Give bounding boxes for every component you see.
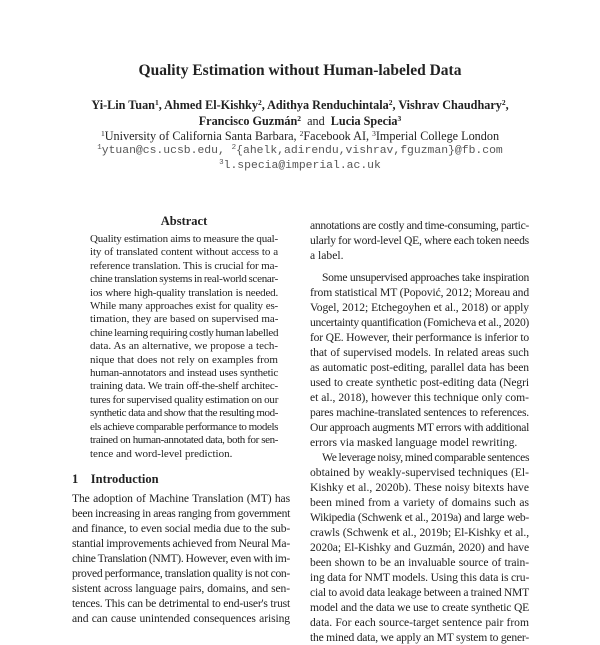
text-line: Quality estimation aims to measure the qual- [90, 233, 278, 245]
text-line: annotations are costly and time-consuming, partic- [310, 219, 529, 232]
left-column [72, 213, 290, 626]
text-line: We leverage noisy, mined comparable sentences [322, 451, 530, 464]
text-line: stantial improvements achieved from Neural Ma- [72, 536, 290, 550]
author: Yi-Lin Tuan$^1$ [91, 98, 159, 112]
text-line: uncertainty quantification (Fomicheva et al., 2020) [310, 316, 529, 329]
text-line: from statistical MT (Popović, 2012; Moreau and [310, 286, 530, 299]
author-list: Yi-Lin Tuan$^1$, Ahmed El-Kishky$^2$, Adithya Renduchintala$^2$, Vishrav Chaudhary$^2$, Francisco Guzmán$^2$ and Lucia Specia$^3$ [91, 98, 509, 128]
text-line: els achieve comparable performance to models [90, 420, 278, 433]
text-line: tence and word-level prediction. [90, 447, 233, 460]
text-line: Wikipedia (Schwenk et al., 2019a) and large web- [310, 511, 529, 524]
introduction-heading: 1 Introduction [72, 471, 159, 486]
text-line: data. As an alternative, we propose a tech- [90, 340, 278, 353]
text-line: cial to avoid data leakage between a trained NMT [310, 586, 529, 599]
text-line: errors via masked language model rewriting. [310, 436, 518, 449]
text-line: ity of translated content without access to a [90, 246, 278, 259]
text-line: and can cause unintended consequences arising [72, 611, 290, 625]
text-line: obtained by weakly-supervised techniques (El- [310, 466, 529, 479]
text-line: While many approaches exist for quality es- [90, 300, 278, 313]
author: Adithya Renduchintala$^2$ [267, 98, 393, 112]
abstract-section [90, 213, 278, 461]
text-line: 2020a; El-Kishky and Guzmán, 2020) and have [310, 541, 529, 554]
text-line: sistent across language pairs, domains, and sen- [72, 581, 290, 595]
text-line: Vogel, 2012; Etchegoyhen et al., 2018) or apply [310, 301, 529, 314]
text-line: proved performance, translation quality is not con- [72, 566, 290, 580]
text-line: Some unsupervised approaches take inspiration [322, 271, 529, 284]
author: Vishrav Chaudhary$^2$ [398, 98, 506, 112]
text-line: ios where high-quality translation is needed. [90, 286, 278, 299]
text-line: ularly for word-level QE, where each token needs [310, 234, 529, 247]
and-text: and [307, 114, 325, 128]
text-line: chine learning requiring costly human labelled [90, 326, 279, 339]
text-line: chine translation systems in real-world scenar- [90, 273, 278, 286]
paper-title: Quality Estimation without Human-labeled Data [138, 62, 462, 79]
affiliations: $^1$University of California Santa Barbara, $^2$Facebook AI, $^3$Imperial College London $^1$ytuan@cs.ucsb.edu, $^2${ahelk,adirendu,vishrav,fguzman}@fb.com $^3$l.specia@imperial.ac.uk [0, 129, 600, 174]
author: Francisco Guzmán$^2$ [198, 114, 301, 128]
author: Ahmed El-Kishky$^2$ [164, 98, 262, 112]
text-line: a label. [310, 249, 344, 262]
text-line: training data. We train off-the-shelf architec- [90, 380, 278, 393]
introduction-section [72, 471, 290, 626]
text-line: tences. This can be detrimental to end-user's trust [72, 596, 290, 610]
text-line: reference translation. This is crucial for ma- [90, 259, 278, 272]
text-line: Our approach augments MT errors with additional [310, 421, 529, 434]
right-column [310, 218, 529, 645]
affiliation: Facebook AI, [303, 129, 370, 143]
text-line: that of supervised models. In related areas such [310, 346, 529, 359]
email: {ahelk,adirendu,vishrav,fguzman}@fb.com [236, 145, 503, 157]
text-line: The adoption of Machine Translation (MT) has [72, 491, 290, 505]
abstract-heading: Abstract [160, 214, 208, 228]
email: l.specia@imperial.ac.uk [223, 160, 381, 172]
affiliation: University of California Santa Barbara, [104, 129, 297, 143]
email: ytuan@cs.ucsb.edu, [101, 145, 225, 157]
text-line: et al., 2018), however this technique only com- [310, 391, 529, 404]
text-line: and finance, to even social media due to the sub- [72, 521, 290, 535]
emails: $^1$ytuan@cs.ucsb.edu, $^2${ahelk,adirendu,vishrav,fguzman}@fb.com [97, 144, 503, 157]
text-line: ing data for NMT models. Using this data is cru- [310, 571, 530, 584]
text-line: data. For each source-target sentence pair from [310, 616, 529, 629]
text-line: been shown to be an invaluable source of train- [310, 556, 529, 569]
text-line: Kishky et al., 2020b). These noisy bitexts have [310, 481, 529, 494]
text-line: for QE. However, their performance is inferior to [310, 331, 529, 344]
text-line: nique that does not rely on examples from [90, 353, 278, 366]
text-line: trained on human-annotated data, both for sen- [90, 434, 278, 447]
affiliation: Imperial College London [375, 129, 500, 143]
text-line: used to create synthetic post-editing data (Negri [310, 376, 529, 389]
text-line: as automatic post-editing, parallel data has been [310, 361, 529, 374]
author: Lucia Specia$^3$ [330, 114, 402, 128]
text-line: tures for supervised quality estimation on our [90, 393, 279, 406]
text-line: timation, they are based on supervised ma- [90, 313, 279, 326]
text-line: been increasing in areas ranging from government [72, 506, 290, 520]
text-line: the mined data, we apply an MT system to gener- [310, 631, 529, 644]
text-line: human-annotators and instead uses synthetic [90, 367, 278, 380]
text-line: pares machine-translated sentences to references. [310, 406, 529, 419]
text-line: model and the data we use to create synthetic QE [310, 601, 529, 614]
text-line: been mined from a variety of domains such as [310, 496, 529, 509]
text-line: chine Translation (NMT). However, even with im- [72, 551, 290, 565]
text-line: crawls (Schwenk et al., 2019b; El-Kishky et al., [310, 526, 529, 539]
text-line: synthetic data and show that the resulting mod- [90, 407, 278, 420]
